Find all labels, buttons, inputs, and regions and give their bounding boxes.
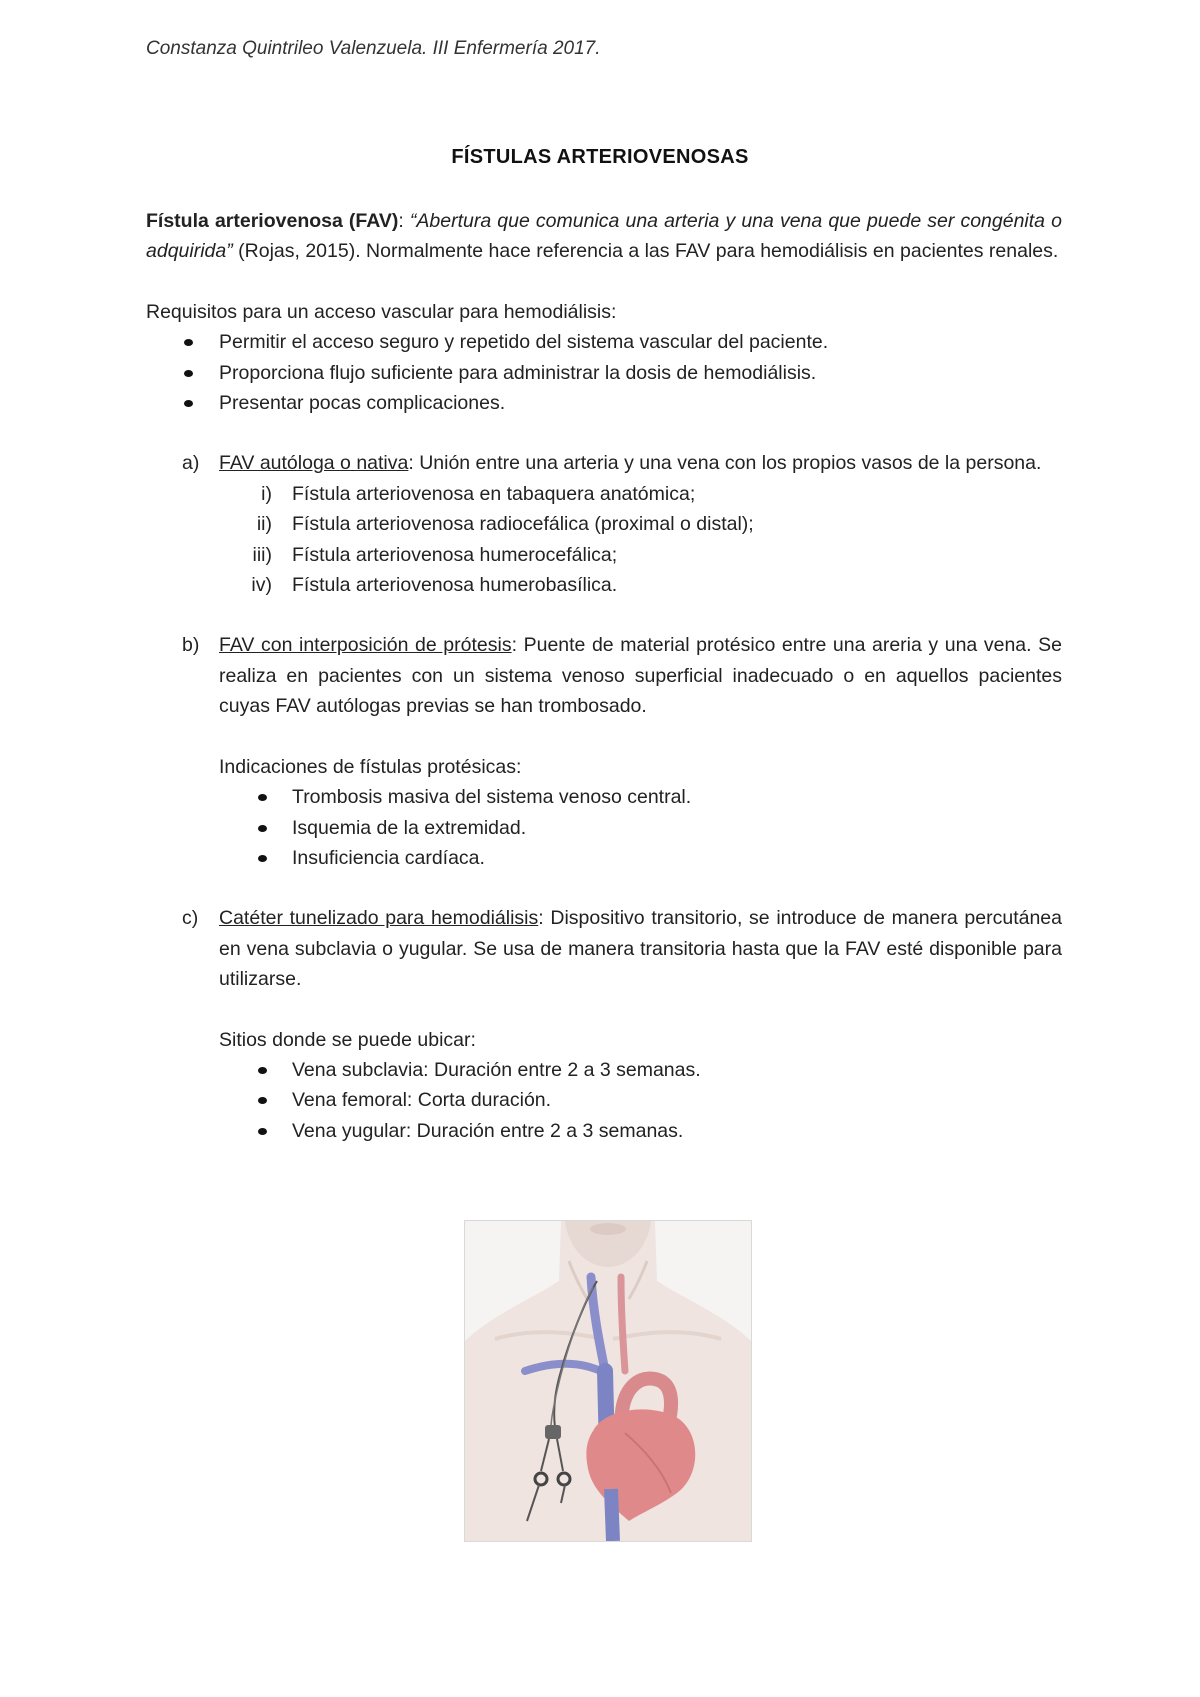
section-b-marker: b)	[182, 634, 200, 657]
document-body	[146, 206, 1062, 1146]
bullet-icon	[258, 794, 267, 801]
list-item: i) Fístula arteriovenosa en tabaquera anatómica;	[261, 482, 696, 505]
section-a-text: : Unión entre una arteria y una vena con los propios vasos de la persona.	[408, 452, 1042, 475]
definition-quote: “Abertura que comunica una arteria y una vena que puede ser congénita o adquirida”	[146, 210, 1062, 263]
bullet-icon	[258, 1097, 267, 1104]
section-a-heading: FAV autóloga o nativa	[219, 452, 409, 475]
list-item: Permitir el acceso seguro y repetido del sistema vascular del paciente.	[146, 327, 1062, 357]
section-b	[146, 630, 1062, 721]
catheter-illustration	[464, 1220, 752, 1542]
bullet-icon	[184, 400, 193, 407]
section-c-text: : Dispositivo transitorio, se introduce de manera percutánea en vena subclavia o yugular. Se usa de manera transitoria hasta que la FAV esté disponible para utilizarse.	[219, 907, 1062, 991]
bullet-icon	[258, 855, 267, 862]
bullet-icon	[184, 339, 193, 346]
section-b-heading: FAV con interposición de prótesis	[219, 634, 512, 657]
bullet-icon	[258, 1067, 267, 1074]
bullet-icon	[258, 1128, 267, 1135]
list-item: Insuficiencia cardíaca.	[146, 843, 1062, 873]
section-c-heading: Catéter tunelizado para hemodiálisis	[219, 907, 539, 930]
page-header: Constanza Quintrileo Valenzuela. III Enfermería 2017.	[146, 38, 601, 59]
list-item: ii) Fístula arteriovenosa radiocefálica (proximal o distal);	[256, 513, 754, 536]
sites-list	[146, 1055, 1062, 1146]
definition-paragraph	[146, 206, 1062, 267]
requirements-list	[146, 327, 1062, 418]
indications-intro: Indicaciones de fístulas protésicas:	[219, 755, 522, 778]
list-item: Vena femoral: Corta duración.	[146, 1085, 1062, 1115]
bullet-icon	[258, 825, 267, 832]
list-item: Trombosis masiva del sistema venoso central.	[146, 782, 1062, 812]
list-item: Proporciona flujo suficiente para administrar la dosis de hemodiálisis.	[146, 358, 1062, 388]
indications-list	[146, 782, 1062, 873]
section-b-text: : Puente de material protésico entre una areria y una vena. Se realiza en pacientes con un sistema venoso superficial inadecuado o en aquellos pacientes cuyas FAV autólogas previas se han trombosado.	[219, 634, 1062, 718]
section-a-sublist	[146, 479, 1062, 601]
torso-heart-catheter-icon	[465, 1221, 751, 1541]
section-a	[146, 448, 1062, 478]
list-item: iii) Fístula arteriovenosa humerocefálica;	[252, 543, 618, 566]
document-title: FÍSTULAS ARTERIOVENOSAS	[451, 146, 749, 168]
definition-rest: (Rojas, 2015). Normalmente hace referencia a las FAV para hemodiálisis en pacientes renales.	[232, 240, 1059, 263]
section-c	[146, 903, 1062, 994]
bullet-icon	[184, 370, 193, 377]
section-a-marker: a)	[182, 452, 200, 475]
definition-term: Fístula arteriovenosa (FAV)	[146, 210, 399, 232]
list-item: Presentar pocas complicaciones.	[146, 388, 1062, 418]
section-c-marker: c)	[182, 907, 199, 930]
sites-intro: Sitios donde se puede ubicar:	[219, 1028, 476, 1051]
list-item: iv) Fístula arteriovenosa humerobasílica.	[251, 574, 618, 597]
definition-colon: :	[398, 210, 410, 232]
requirements-intro: Requisitos para un acceso vascular para hemodiálisis:	[146, 300, 617, 323]
list-item: Vena subclavia: Duración entre 2 a 3 semanas.	[146, 1055, 1062, 1085]
list-item: Vena yugular: Duración entre 2 a 3 semanas.	[146, 1116, 1062, 1146]
list-item: Isquemia de la extremidad.	[146, 813, 1062, 843]
